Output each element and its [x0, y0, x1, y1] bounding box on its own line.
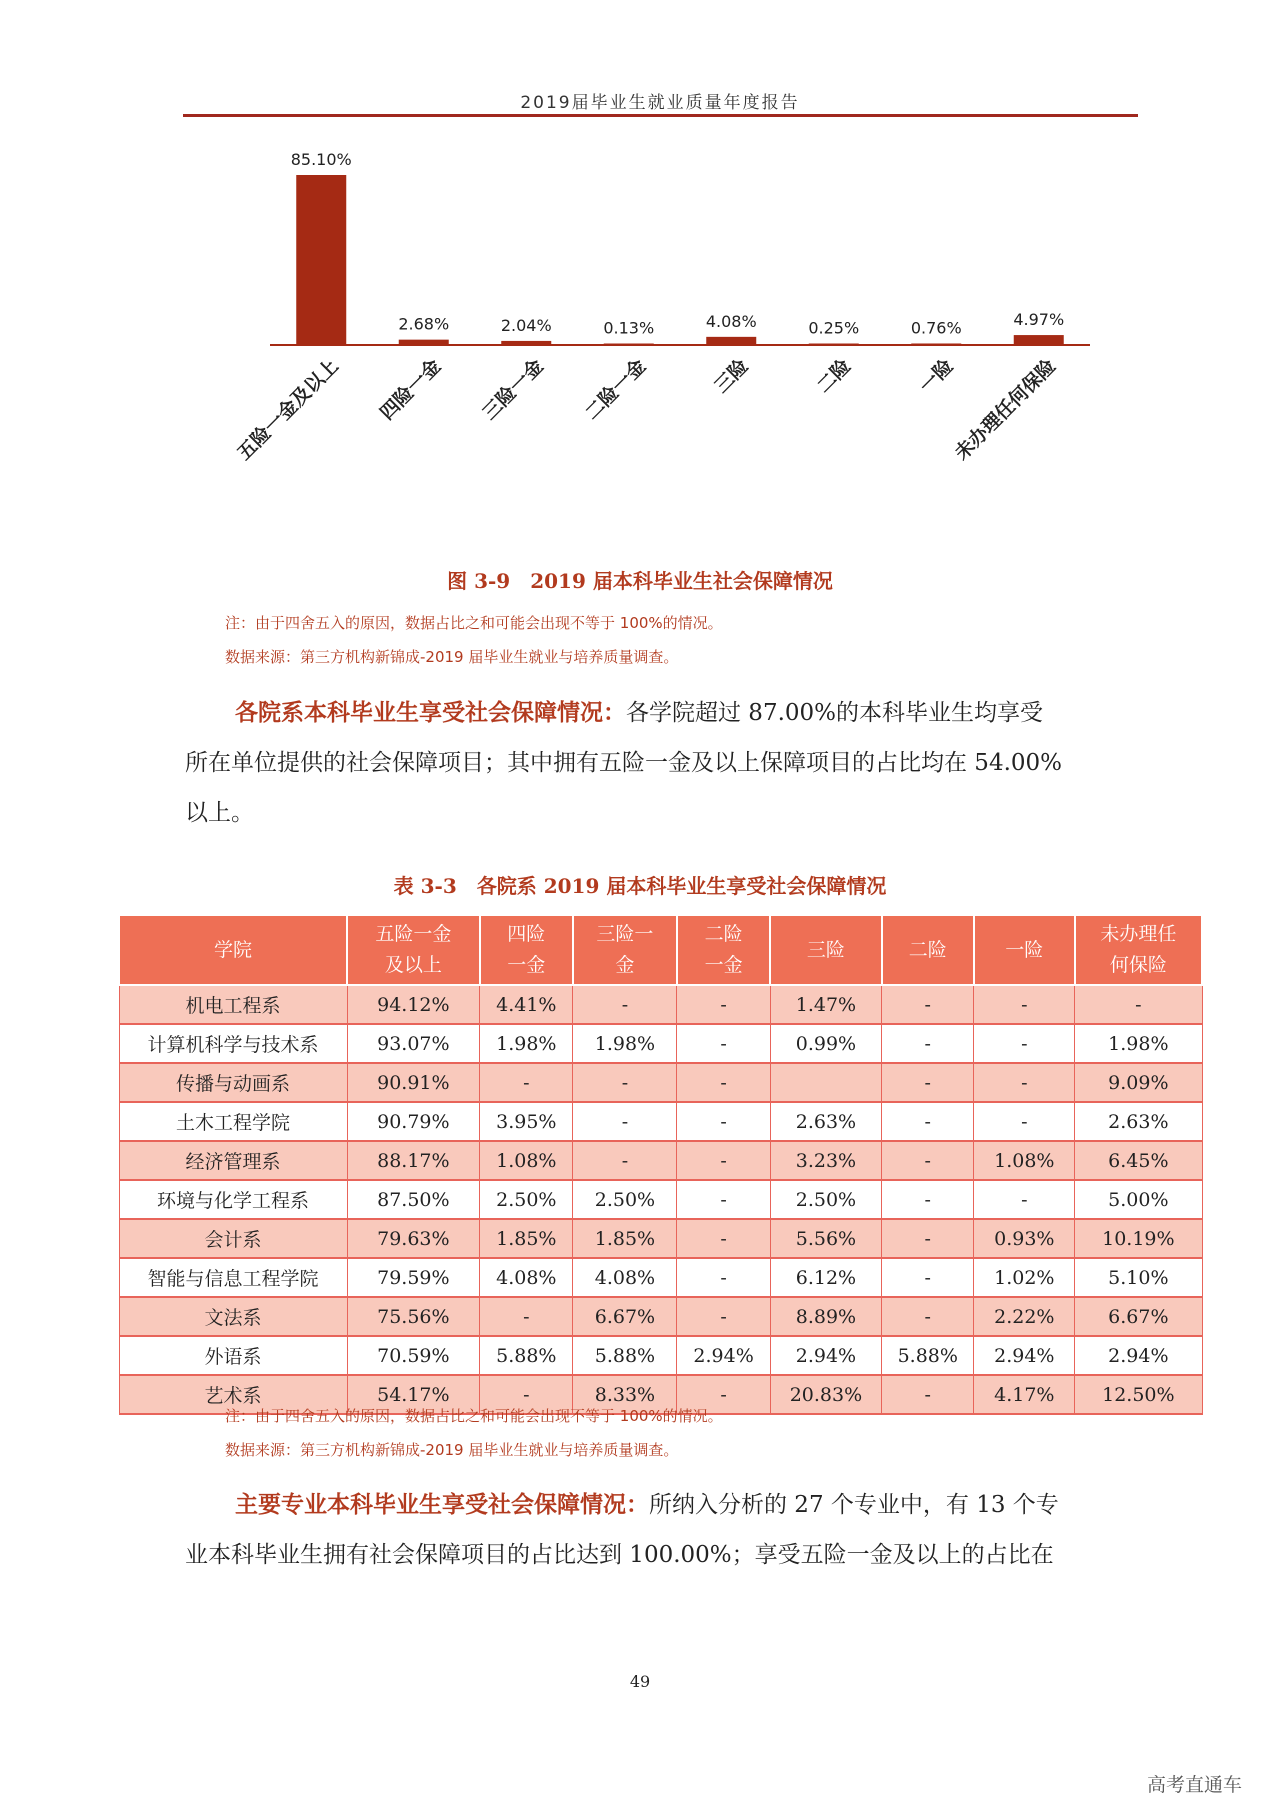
table-cell-value: -	[573, 985, 677, 1024]
table-cell-value: -	[974, 985, 1075, 1024]
chart-category-label: 三险	[710, 354, 753, 398]
table-cell-value: 75.56%	[347, 1297, 480, 1336]
paragraph-line	[185, 688, 1145, 738]
chart-bar	[1014, 335, 1064, 345]
table-cell-value: 5.88%	[882, 1336, 974, 1375]
table-cell-value: -	[882, 1219, 974, 1258]
table-row	[119, 1063, 1202, 1102]
chart-category-label: 一险	[915, 354, 958, 398]
chart-data-label: 0.13%	[603, 318, 655, 338]
chart-data-label: 2.04%	[500, 315, 552, 335]
table-cell-value: -	[974, 1063, 1075, 1102]
table-header-line: 二险	[908, 938, 947, 961]
table-cell-value: 1.98%	[1075, 1024, 1202, 1063]
table-cell-value: -	[677, 1102, 770, 1141]
table-cell-value: -	[573, 1063, 677, 1102]
table-cell-value: -	[677, 1375, 770, 1414]
table-cell-value: -	[677, 1180, 770, 1219]
table-header-row	[119, 915, 1202, 985]
table-cell-value: 79.59%	[347, 1258, 480, 1297]
table-cell-value: 6.45%	[1075, 1141, 1202, 1180]
figure-note: 注：由于四舍五入的原因，数据占比之和可能会出现不等于 100%的情况。	[225, 614, 723, 632]
table-cell-value: -	[677, 1141, 770, 1180]
table-cell-value: 8.89%	[770, 1297, 881, 1336]
watermark-text: 高考直通车	[1146, 1774, 1242, 1796]
table-cell-value: -	[882, 1063, 974, 1102]
table-cell-value: -	[677, 1063, 770, 1102]
paragraph-major-insurance	[185, 1480, 1145, 1580]
table-row	[119, 1297, 1202, 1336]
table-cell-value: 4.08%	[573, 1258, 677, 1297]
table-cell-value: 1.98%	[573, 1024, 677, 1063]
chart-category-label: 五险一金及以上	[233, 354, 343, 465]
table-cell-value: 20.83%	[770, 1375, 881, 1414]
table-header-line: 及以上	[384, 954, 442, 976]
chart-data-label: 85.10%	[290, 150, 352, 169]
table-cell-value: 5.88%	[480, 1336, 573, 1375]
paragraph-text: 所纳入分析的 27 个专业中，有 13 个专	[649, 1492, 1059, 1518]
table-cell-value: 87.50%	[347, 1180, 480, 1219]
table-cell-value: -	[480, 1063, 573, 1102]
table-cell-value: -	[882, 1180, 974, 1219]
table-header-line: 学院	[214, 938, 253, 961]
table-cell-value: 1.85%	[480, 1219, 573, 1258]
table-cell-college: 智能与信息工程学院	[119, 1258, 347, 1297]
table-cell-value: -	[573, 1102, 677, 1141]
table-header-cell	[480, 915, 573, 985]
table-header-line: 二险	[704, 923, 743, 945]
table-cell-value: 0.99%	[770, 1024, 881, 1063]
table-cell-value: -	[882, 1258, 974, 1297]
table-header-line: 何保险	[1109, 954, 1167, 976]
table-cell-value: 1.08%	[974, 1141, 1075, 1180]
table-cell-value: 2.50%	[573, 1180, 677, 1219]
table-cell-value: -	[974, 1180, 1075, 1219]
paragraph-line: 以上。	[185, 800, 254, 826]
table-cell-college: 文法系	[119, 1297, 347, 1336]
table-cell-value: 3.95%	[480, 1102, 573, 1141]
college-insurance-table	[118, 914, 1203, 1415]
chart-category-label: 未办理任何保险	[950, 354, 1061, 465]
chart-bar	[706, 337, 756, 345]
table-cell-value: -	[573, 1141, 677, 1180]
chart-data-label: 4.08%	[705, 311, 757, 331]
page-number: 49	[629, 1672, 651, 1691]
table-cell-value: -	[974, 1102, 1075, 1141]
table-cell-value: 2.94%	[677, 1336, 770, 1375]
table-cell-college: 艺术系	[119, 1375, 347, 1414]
table-cell-value: 1.47%	[770, 985, 881, 1024]
table-cell-value: 6.12%	[770, 1258, 881, 1297]
table-header-cell	[677, 915, 770, 985]
table-cell-value: 6.67%	[573, 1297, 677, 1336]
table-cell-value: -	[480, 1375, 573, 1414]
table-row	[119, 1336, 1202, 1375]
table-cell-value: 6.67%	[1075, 1297, 1202, 1336]
table-cell-value: 3.23%	[770, 1141, 881, 1180]
table-cell-value: -	[1075, 985, 1202, 1024]
table-cell-value: 1.02%	[974, 1258, 1075, 1297]
table-cell-value: 1.85%	[573, 1219, 677, 1258]
table-cell-value: -	[480, 1297, 573, 1336]
chart-bar	[501, 341, 551, 345]
table-cell-value: 9.09%	[1075, 1063, 1202, 1102]
table-cell-value: 88.17%	[347, 1141, 480, 1180]
table-header-line: 三险	[806, 938, 845, 961]
table-cell-value: 5.10%	[1075, 1258, 1202, 1297]
table-title: 表 3-3 各院系 2019 届本科毕业生享受社会保障情况	[393, 874, 887, 898]
table-cell-value: -	[882, 985, 974, 1024]
report-header-title: 2019届毕业生就业质量年度报告	[520, 93, 800, 113]
paragraph-text: 各学院超过 87.00%的本科毕业生均享受	[626, 700, 1044, 726]
table-cell-value: -	[677, 1258, 770, 1297]
table-cell-college: 机电工程系	[119, 985, 347, 1024]
table-cell-value: -	[677, 1219, 770, 1258]
table-cell-value: 5.00%	[1075, 1180, 1202, 1219]
table-cell-college: 传播与动画系	[119, 1063, 347, 1102]
table-header-line: 五险一金	[375, 923, 452, 945]
table-cell-value: -	[882, 1297, 974, 1336]
table-cell-value: 2.22%	[974, 1297, 1075, 1336]
chart-category-label: 四险一金	[375, 354, 446, 425]
paragraph-college-insurance	[185, 688, 1145, 838]
table-cell-value: 5.88%	[573, 1336, 677, 1375]
table-cell-value: 1.98%	[480, 1024, 573, 1063]
table-header-cell	[1075, 915, 1202, 985]
table-row	[119, 1024, 1202, 1063]
table-cell-value	[770, 1063, 881, 1102]
chart-bar	[399, 340, 449, 345]
chart-data-label: 4.97%	[1013, 310, 1065, 330]
header-rule	[183, 114, 1138, 117]
table-header-cell	[347, 915, 480, 985]
table-cell-value: 4.41%	[480, 985, 573, 1024]
table-cell-value: 12.50%	[1075, 1375, 1202, 1414]
table-cell-value: 4.08%	[480, 1258, 573, 1297]
table-header-line: 三险一	[596, 923, 654, 945]
table-cell-value: 2.63%	[1075, 1102, 1202, 1141]
chart-bar	[809, 344, 859, 346]
table-cell-value: 2.50%	[770, 1180, 881, 1219]
table-cell-college: 外语系	[119, 1336, 347, 1375]
table-header-line: 一金	[704, 954, 743, 976]
table-cell-value: 2.63%	[770, 1102, 881, 1141]
chart-category-label: 二险	[812, 354, 856, 398]
table-cell-value: 79.63%	[347, 1219, 480, 1258]
table-row	[119, 1180, 1202, 1219]
chart-category-label: 二险一金	[580, 354, 651, 425]
table-cell-value: 90.91%	[347, 1063, 480, 1102]
table-cell-value: 0.93%	[974, 1219, 1075, 1258]
table-row	[119, 1219, 1202, 1258]
table-cell-value: 54.17%	[347, 1375, 480, 1414]
table-header-cell	[770, 915, 881, 985]
table-cell-value: 1.08%	[480, 1141, 573, 1180]
table-cell-college: 经济管理系	[119, 1141, 347, 1180]
table-cell-value: 93.07%	[347, 1024, 480, 1063]
table-row	[119, 1141, 1202, 1180]
table-cell-college: 环境与化学工程系	[119, 1180, 347, 1219]
table-cell-value: 5.56%	[770, 1219, 881, 1258]
table-cell-value: -	[882, 1141, 974, 1180]
table-cell-value: 90.79%	[347, 1102, 480, 1141]
table-header-line: 一金	[507, 954, 546, 976]
table-cell-value: -	[677, 1024, 770, 1063]
table-cell-college: 计算机科学与技术系	[119, 1024, 347, 1063]
figure-caption: 图 3-9 2019 届本科毕业生社会保障情况	[447, 569, 833, 593]
table-header-cell	[974, 915, 1075, 985]
table-header-cell	[882, 915, 974, 985]
table-header-line: 未办理任	[1100, 923, 1177, 945]
paragraph-line: 业本科毕业生拥有社会保障项目的占比达到 100.00%；享受五险一金及以上的占比在	[185, 1542, 1054, 1568]
chart-data-label: 0.25%	[808, 318, 860, 338]
table-cell-college: 会计系	[119, 1219, 347, 1258]
table-header-line: 一险	[1005, 938, 1044, 961]
table-cell-value: 10.19%	[1075, 1219, 1202, 1258]
insurance-bar-chart	[190, 150, 1130, 540]
table-header-line: 金	[615, 954, 635, 976]
table-cell-value: -	[677, 985, 770, 1024]
chart-data-label: 0.76%	[910, 318, 962, 338]
table-cell-value: 2.94%	[1075, 1336, 1202, 1375]
table-row	[119, 985, 1202, 1024]
table-header-cell	[119, 915, 347, 985]
chart-bar	[296, 175, 346, 345]
table-cell-value: -	[882, 1024, 974, 1063]
table-header-line: 四险	[507, 923, 546, 945]
paragraph-line	[185, 1480, 1145, 1530]
table-cell-value: -	[882, 1102, 974, 1141]
table-cell-value: 2.50%	[480, 1180, 573, 1219]
table-cell-value: -	[974, 1024, 1075, 1063]
table-row	[119, 1258, 1202, 1297]
table-cell-college: 土木工程学院	[119, 1102, 347, 1141]
chart-data-label: 2.68%	[398, 314, 450, 334]
table-cell-value: 70.59%	[347, 1336, 480, 1375]
chart-bar	[604, 344, 654, 346]
table-header-cell	[573, 915, 677, 985]
table-cell-value: 8.33%	[573, 1375, 677, 1414]
table-cell-value: -	[677, 1297, 770, 1336]
table-cell-value: 4.17%	[974, 1375, 1075, 1414]
chart-bar	[911, 343, 961, 345]
table-cell-value: -	[882, 1375, 974, 1414]
figure-source: 数据来源：第三方机构新锦成-2019 届毕业生就业与培养质量调查。	[225, 648, 679, 666]
table-row	[119, 1102, 1202, 1141]
table-cell-value: 94.12%	[347, 985, 480, 1024]
table-cell-value: 2.94%	[770, 1336, 881, 1375]
table-body	[119, 985, 1202, 1414]
table-source: 数据来源：第三方机构新锦成-2019 届毕业生就业与培养质量调查。	[225, 1441, 679, 1459]
paragraph-line: 所在单位提供的社会保障项目；其中拥有五险一金及以上保障项目的占比均在 54.00%	[185, 750, 1063, 776]
paragraph-lead: 主要专业本科毕业生享受社会保障情况：	[235, 1491, 649, 1518]
paragraph-lead: 各院系本科毕业生享受社会保障情况：	[235, 699, 626, 726]
chart-category-label: 三险一金	[478, 354, 548, 425]
table-cell-value: 2.94%	[974, 1336, 1075, 1375]
table-note: 注：由于四舍五入的原因，数据占比之和可能会出现不等于 100%的情况。	[225, 1407, 723, 1425]
